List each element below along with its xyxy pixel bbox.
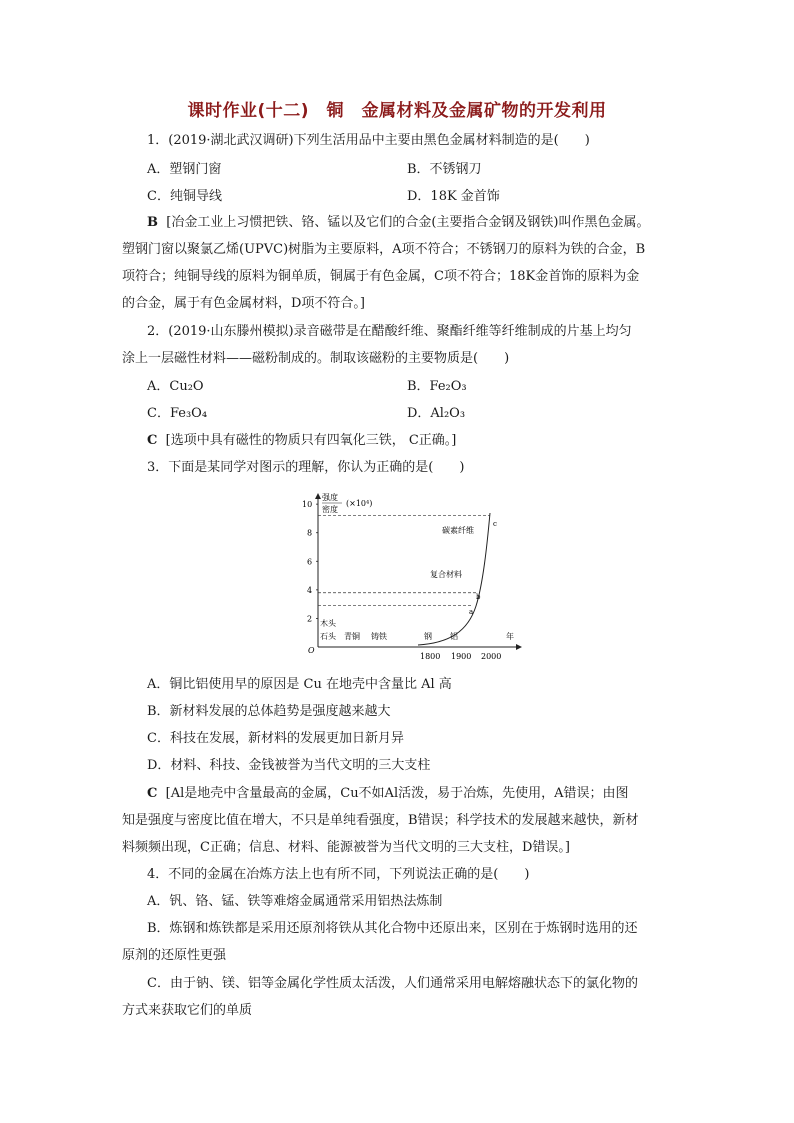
q1-explanation-line4: 的合金，属于有色金属材料，D项不符合。] xyxy=(122,296,365,311)
q1-explanation-line1 xyxy=(147,214,649,232)
y-tick-label: 4 xyxy=(307,585,313,595)
q4-option-b-line2: 原剂的还原性更强 xyxy=(122,948,227,963)
q3-option-a: A．铜比铝使用早的原因是 Cu 在地壳中含量比 Al 高 xyxy=(147,677,452,692)
point-c-label: c xyxy=(493,520,497,528)
x-tick-1900: 1900 xyxy=(451,652,472,661)
q1-explanation-line2: 塑钢门窗以聚氯乙烯(UPVC)树脂为主要原料，A项不符合；不锈钢刀的原料为铁的合金，B xyxy=(122,242,646,257)
y-label-top: 强度 xyxy=(322,493,338,502)
label-wood: 木头 xyxy=(320,619,336,628)
q4-option-a: A．钒、铬、锰、铁等难熔金属通常采用铝热法炼制 xyxy=(147,894,443,909)
q2-option-d: D．Al₂O₃ xyxy=(407,406,466,421)
y-tick-label: 2 xyxy=(307,614,313,624)
page-title: 课时作业(十二) 铜 金属材料及金属矿物的开发利用 xyxy=(187,101,607,121)
label-carbon-fiber: 碳素纤维 xyxy=(442,526,474,535)
q4-option-c-line1: C．由于钠、镁、铝等金属化学性质太活泼，人们通常采用电解熔融状态下的氯化物的 xyxy=(147,976,638,991)
q1-explanation-line3: 项符合；纯铜导线的原料为铜单质，铜属于有色金属，C项不符合；18K金首饰的原料为金 xyxy=(122,269,640,284)
q3-stem: 3．下面是某同学对图示的理解，你认为正确的是( ) xyxy=(147,460,465,475)
label-composite: 复合材料 xyxy=(430,570,462,579)
q1-answer: B xyxy=(147,215,158,230)
q2-option-c: C．Fe₃O₄ xyxy=(147,406,208,421)
y-label-bottom: 密度 xyxy=(322,505,338,514)
y-tick-label: 8 xyxy=(307,528,313,538)
x-tick-1800: 1800 xyxy=(420,652,441,661)
q3-option-c: C．科技在发展，新材料的发展更加日新月异 xyxy=(147,731,404,746)
q2-option-b: B．Fe₂O₃ xyxy=(407,379,467,394)
y-axis-arrow xyxy=(315,493,321,499)
q2-exp-text: [选项中具有磁性的物质只有四氧化三铁， C正确。] xyxy=(165,433,457,448)
q4-option-b-line1: B．炼钢和炼铁都是采用还原剂将铁从其化合物中还原出来，区别在于炼钢时选用的还 xyxy=(147,921,638,936)
q2-answer: C xyxy=(147,433,158,448)
q3-answer: C xyxy=(147,786,158,801)
point-b-label: b xyxy=(476,593,481,601)
q2-stem-line2: 涂上一层磁性材料——磁粉制成的。制取该磁粉的主要物质是( ) xyxy=(122,351,510,366)
q3-option-d: D．材料、科技、金钱被誉为当代文明的三大支柱 xyxy=(147,758,431,773)
q1-stem: 1．(2019·湖北武汉调研)下列生活用品中主要由黑色金属材料制造的是( ) xyxy=(147,133,590,148)
q3-explanation-line3: 料频频出现，C正确；信息、材料、能源被誉为当代文明的三大支柱，D错误。] xyxy=(122,840,570,855)
q1-option-b: B．不锈钢刀 xyxy=(407,162,482,177)
material-strength-chart xyxy=(300,491,525,663)
origin-label: O xyxy=(308,646,315,655)
label-stone: 石头 xyxy=(320,632,336,641)
q2-stem-line1: 2．(2019·山东滕州模拟)录音磁带是在醋酸纤维、聚酯纤维等纤维制成的片基上均匀 xyxy=(147,324,632,339)
q4-option-c-line2: 方式来获取它们的单质 xyxy=(122,1003,253,1018)
q2-explanation xyxy=(147,432,456,450)
q1-option-c: C．纯铜导线 xyxy=(147,189,222,204)
label-cast-iron: 铸铁 xyxy=(371,632,387,641)
x-axis-label: 年 xyxy=(506,632,514,641)
x-tick-2000: 2000 xyxy=(481,652,502,661)
label-aluminum: 铝 xyxy=(450,632,458,641)
q1-exp-text1: [冶金工业上习惯把铁、铬、锰以及它们的合金(主要指合金钢及钢铁)叫作黑色金属。 xyxy=(166,215,650,230)
label-bronze: 青铜 xyxy=(344,632,360,641)
y-unit: (×10⁴) xyxy=(346,499,373,508)
q4-stem: 4．不同的金属在冶炼方法上也有所不同，下列说法正确的是( ) xyxy=(147,867,530,882)
label-steel: 钢 xyxy=(424,632,432,641)
q3-option-b: B．新材料发展的总体趋势是强度越来越大 xyxy=(147,704,391,719)
q1-option-a: A．塑钢门窗 xyxy=(147,162,222,177)
y-tick-label: 10 xyxy=(302,500,313,510)
q3-explanation-line2: 知是强度与密度比值在增大，不只是单纯看强度，B错误；科学技术的发展越来越快，新材 xyxy=(122,813,639,828)
x-axis-arrow xyxy=(516,644,522,650)
q2-option-a: A．Cu₂O xyxy=(147,379,204,394)
point-a-label: a xyxy=(469,608,474,616)
q3-explanation-line1 xyxy=(147,785,629,803)
q1-option-d: D．18K 金首饰 xyxy=(407,189,500,204)
q3-exp-text1: [Al是地壳中含量最高的金属，Cu不如Al活泼，易于冶炼，先使用，A错误；由图 xyxy=(165,786,629,801)
y-tick-label: 6 xyxy=(307,557,313,567)
